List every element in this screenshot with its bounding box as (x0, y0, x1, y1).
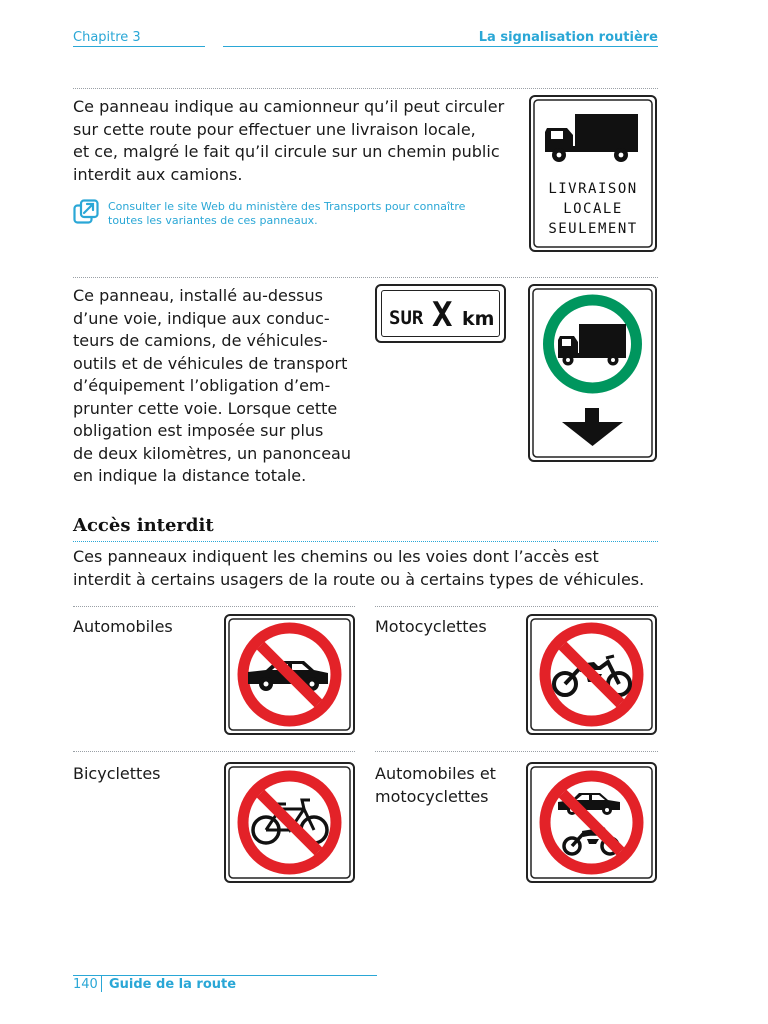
note-line: toutes les variantes de ces panneaux. (108, 214, 318, 227)
divider (375, 751, 658, 752)
label-line: Automobiles (73, 617, 173, 636)
truck-icon (545, 114, 638, 162)
section-title-header: La signalisation routière (478, 30, 658, 45)
distance-tab-sign (375, 284, 506, 343)
tab-sign-sur: SUR (389, 307, 424, 329)
label-bicyclettes (73, 763, 161, 786)
text-line: interdit aux camions. (73, 164, 243, 184)
label-motocyclettes (375, 616, 487, 639)
divider (375, 606, 658, 607)
section-intro (73, 546, 663, 591)
divider (73, 751, 355, 752)
no-cars-motorcycles-sign (526, 762, 657, 883)
divider (73, 606, 355, 607)
no-motorcycles-sign (526, 614, 657, 735)
footer-separator (101, 976, 102, 992)
sign-text (531, 179, 655, 239)
section-heading: Accès interdit (73, 515, 214, 536)
header-rule-right (223, 46, 658, 47)
down-arrow-icon (562, 408, 623, 446)
local-delivery-sign (529, 95, 657, 252)
text-line: sur cette route pour effectuer une livraison locale, (73, 119, 476, 139)
text-line: de deux kilomètres, un panonceau (73, 443, 351, 463)
text-line: obligation est imposée sur plus (73, 421, 324, 440)
text-line: Ce panneau, installé au-dessus (73, 286, 323, 305)
header-rule-left (73, 46, 205, 47)
no-bicycles-sign (224, 762, 355, 883)
text-line: interdit à certains usagers de la route ou à certains types de véhicules. (73, 569, 645, 589)
footer-title: Guide de la route (109, 977, 237, 992)
chapter-label: Chapitre 3 (73, 30, 141, 45)
tab-sign-x: X (432, 295, 453, 335)
text-line: d’une voie, indique aux conduc- (73, 308, 330, 328)
text-line: outils et de véhicules de transport (73, 353, 348, 373)
text-line: d’équipement l’obligation d’em- (73, 376, 331, 395)
text-line: teurs de camions, de véhicules- (73, 331, 328, 350)
sign-text-line: LOCALE (563, 201, 623, 217)
label-line: motocyclettes (375, 786, 489, 806)
external-link-icon[interactable] (73, 199, 99, 225)
no-automobiles-sign (224, 614, 355, 735)
page-number: 140 (73, 977, 98, 992)
block2-paragraph (73, 285, 363, 488)
label-line: Bicyclettes (73, 764, 161, 783)
note-line: Consulter le site Web du ministère des Transports pour connaître (108, 200, 466, 213)
website-note[interactable] (108, 200, 508, 228)
block1-paragraph (73, 96, 523, 186)
label-automobiles (73, 616, 173, 639)
truck-lane-sign (528, 284, 657, 462)
tab-sign-km: km (462, 308, 495, 330)
text-line: en indique la distance totale. (73, 466, 307, 485)
sign-text-line: LIVRAISON (548, 181, 638, 197)
section-rule (73, 541, 658, 542)
divider (73, 277, 658, 278)
divider (73, 88, 658, 89)
label-automobiles-motocyclettes (375, 763, 496, 808)
footer-rule (73, 975, 377, 976)
text-line: Ces panneaux indiquent les chemins ou les voies dont l’accès est (73, 547, 599, 566)
label-line: Motocyclettes (375, 617, 487, 636)
text-line: Ce panneau indique au camionneur qu’il peut circuler (73, 97, 505, 116)
sign-text-line: SEULEMENT (548, 221, 638, 237)
label-line: Automobiles et (375, 764, 496, 783)
text-line: et ce, malgré le fait qu’il circule sur un chemin public (73, 142, 500, 161)
text-line: prunter cette voie. Lorsque cette (73, 398, 338, 418)
